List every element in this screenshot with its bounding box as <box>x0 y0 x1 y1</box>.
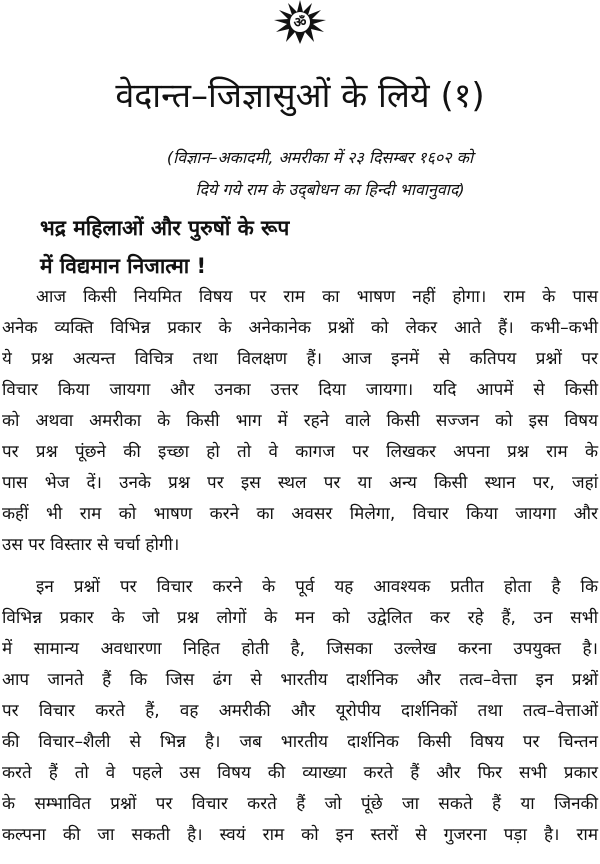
text-line: की विचार–शैली से भिन्न है। जब भारतीय दार्शनिक किसी विषय पर चिन्तन <box>2 732 598 752</box>
text-line: आप जानते हैं कि जिस ढंग से भारतीय दार्शनिक और तत्व–वेत्ता इन प्रश्नों <box>2 670 598 690</box>
text-line: उस पर विस्तार से चर्चा होगी। <box>2 535 180 555</box>
subtitle-line-1: (विज्ञान–अकादमी, अमरीका में २३ दिसम्बर १६०२ को <box>166 148 474 167</box>
paragraph-1 <box>0 282 600 561</box>
salutation-line-1: भद्र महिलाओं और पुरुषों के रूप <box>40 216 290 240</box>
text-line: पास भेज दें। उनके प्रश्न पर इस स्थल पर या अन्य किसी स्थान पर, जहां <box>2 473 598 493</box>
text-line: इन प्रश्नों पर विचार करने के पूर्व यह आवश्यक प्रतीत होता है कि <box>36 577 598 597</box>
text-line: विचार किया जायगा और उनका उत्तर दिया जायगा। यदि आपमें से किसी <box>2 380 598 400</box>
text-line: करते हैं तो वे पहले उस विषय की व्याख्या करते हैं और फिर सभी प्रकार <box>2 763 598 783</box>
paragraph-2 <box>0 572 600 851</box>
text-line: पर प्रश्न पूंछने की इच्छा हो तो वे कागज पर लिखकर अपना प्रश्न राम के <box>2 442 598 462</box>
text-line: को अथवा अमरीका के किसी भाग में रहने वाले किसी सज्जन को इस विषय <box>2 411 598 431</box>
text-line: अनेक व्यक्ति विभिन्न प्रकार के अनेकानेक प्रश्नों को लेकर आते हैं। कभी–कभी <box>2 318 598 338</box>
text-line: कल्पना की जा सकती है। स्वयं राम को इन स्तरों से गुजरना पड़ा है। राम <box>2 825 598 845</box>
om-sunburst-icon <box>272 0 328 44</box>
text-line: के सम्भावित प्रश्नों पर विचार करते हैं जो पूंछे जा सकते हैं या जिनकी <box>2 794 598 814</box>
text-line: में सामान्य अवधारणा निहित होती है, जिसका उल्लेख करना उपयुक्त है। <box>2 639 598 659</box>
svg-text:ॐ: ॐ <box>293 15 307 31</box>
text-line: कहीं भी राम को भाषण करने का अवसर मिलेगा, विचार किया जायगा और <box>2 504 598 524</box>
text-line: ये प्रश्न अत्यन्त विचित्र तथा विलक्षण हैं। आज इनमें से कतिपय प्रश्नों पर <box>2 349 598 369</box>
page-title: वेदान्त–जिज्ञासुओं के लिये (१) <box>115 76 485 116</box>
subtitle-line-2: दिये गये राम के उद्‌बोधन का हिन्दी भावानुवाद) <box>195 180 465 199</box>
text-line: विभिन्न प्रकार के जो प्रश्न लोगों के मन को उद्वेलित कर रहे हैं, उन सभी <box>2 608 598 628</box>
text-line: पर विचार करते हैं, वह अमरीकी और यूरोपीय दार्शनिकों तथा तत्व–वेत्ताओं <box>2 701 598 721</box>
text-line: आज किसी नियमित विषय पर राम का भाषण नहीं होगा। राम के पास <box>36 287 598 307</box>
salutation-line-2: में विद्यमान निजात्मा ! <box>40 254 207 278</box>
